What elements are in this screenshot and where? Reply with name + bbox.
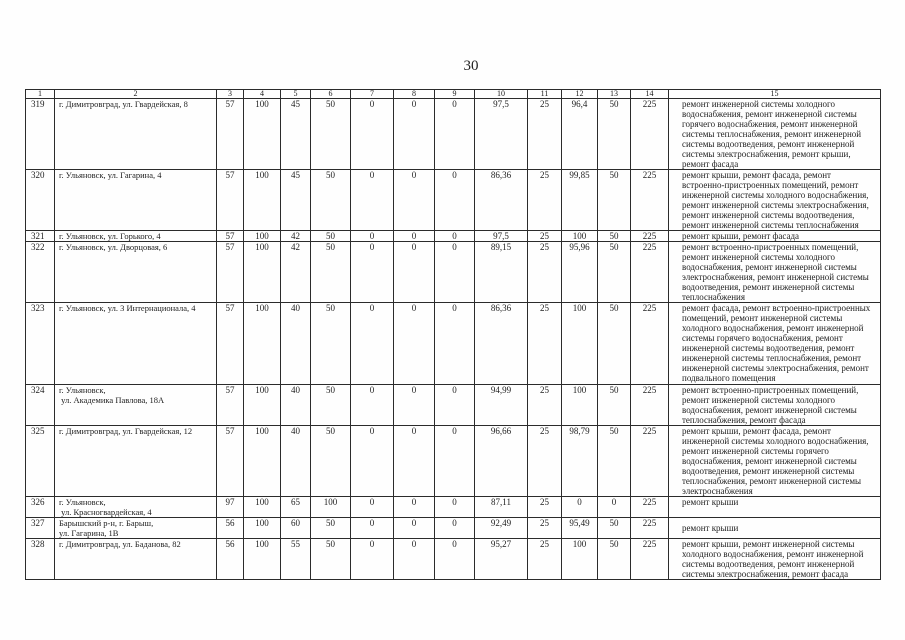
value-cell: 100 <box>311 497 351 518</box>
table-row <box>26 231 881 242</box>
value-cell: 57 <box>217 170 244 231</box>
value-cell: 0 <box>351 303 394 385</box>
header-cell: 6 <box>311 90 351 99</box>
value-cell: 25 <box>528 497 562 518</box>
address-cell: г. Ульяновск, ул. Академика Павлова, 18А <box>55 385 217 426</box>
value-cell: 50 <box>598 426 631 497</box>
value-cell: 100 <box>244 242 281 303</box>
value-cell: 40 <box>281 385 311 426</box>
table-row <box>26 99 881 170</box>
header-cell: 15 <box>669 90 881 99</box>
value-cell: 86,36 <box>475 303 528 385</box>
row-number-cell: 327 <box>26 518 55 539</box>
value-cell: 0 <box>394 99 435 170</box>
value-cell: 225 <box>631 231 669 242</box>
value-cell: 0 <box>435 497 475 518</box>
value-cell: 100 <box>244 497 281 518</box>
row-number-cell: 322 <box>26 242 55 303</box>
row-number-cell: 323 <box>26 303 55 385</box>
value-cell: 57 <box>217 303 244 385</box>
value-cell: 0 <box>394 231 435 242</box>
value-cell: 50 <box>598 385 631 426</box>
value-cell: 60 <box>281 518 311 539</box>
value-cell: 100 <box>562 303 598 385</box>
work-types-cell: ремонт фасада, ремонт встроенно-пристроенных помещений, ремонт инженерной системы холодного водоснабжения, ремонт инженерной системы горячего водоснабжения, ремонт инженерной системы водоотведения, ремонт инженерной системы теплоснабжения, ремонт инженерной системы электроснабжения, ремонт подвального помещения <box>669 303 881 385</box>
value-cell: 0 <box>435 170 475 231</box>
value-cell: 25 <box>528 242 562 303</box>
address-cell: г. Ульяновск, ул. 3 Интернационала, 4 <box>55 303 217 385</box>
address-cell: г. Димитровград, ул. Баданова, 82 <box>55 539 217 580</box>
value-cell: 50 <box>311 426 351 497</box>
value-cell: 0 <box>351 385 394 426</box>
work-types-cell: ремонт встроенно-пристроенных помещений, ремонт инженерной системы холодного водоснабжения, ремонт инженерной системы электроснабжения, ремонт инженерной системы водоотведения, ремонт инженерной системы теплоснабжения <box>669 242 881 303</box>
address-cell: Барышский р-н, г. Барыш, ул. Гагарина, 1В <box>55 518 217 539</box>
value-cell: 56 <box>217 518 244 539</box>
value-cell: 100 <box>244 385 281 426</box>
header-cell: 12 <box>562 90 598 99</box>
value-cell: 95,27 <box>475 539 528 580</box>
value-cell: 50 <box>311 385 351 426</box>
value-cell: 50 <box>598 231 631 242</box>
table-row <box>26 170 881 231</box>
row-number-cell: 321 <box>26 231 55 242</box>
address-cell: г. Димитровград, ул. Гвардейская, 8 <box>55 99 217 170</box>
address-cell: г. Димитровград, ул. Гвардейская, 12 <box>55 426 217 497</box>
value-cell: 25 <box>528 303 562 385</box>
value-cell: 25 <box>528 231 562 242</box>
work-types-cell: ремонт инженерной системы холодного водоснабжения, ремонт инженерной системы горячего водоснабжения, ремонт инженерной системы теплоснабжения, ремонт инженерной системы водоотведения, ремонт инженерной системы электроснабжения, ремонт крыши, ремонт фасада <box>669 99 881 170</box>
value-cell: 50 <box>598 303 631 385</box>
value-cell: 87,11 <box>475 497 528 518</box>
value-cell: 50 <box>598 518 631 539</box>
value-cell: 0 <box>435 518 475 539</box>
value-cell: 25 <box>528 539 562 580</box>
header-cell: 2 <box>55 90 217 99</box>
address-cell: г. Ульяновск, ул. Дворцовая, 6 <box>55 242 217 303</box>
value-cell: 25 <box>528 426 562 497</box>
header-cell: 10 <box>475 90 528 99</box>
header-cell: 9 <box>435 90 475 99</box>
value-cell: 100 <box>244 170 281 231</box>
value-cell: 0 <box>351 99 394 170</box>
header-cell: 11 <box>528 90 562 99</box>
value-cell: 97 <box>217 497 244 518</box>
value-cell: 98,79 <box>562 426 598 497</box>
value-cell: 225 <box>631 497 669 518</box>
value-cell: 225 <box>631 539 669 580</box>
header-cell: 14 <box>631 90 669 99</box>
value-cell: 25 <box>528 518 562 539</box>
value-cell: 40 <box>281 426 311 497</box>
value-cell: 50 <box>311 170 351 231</box>
header-row <box>26 90 881 99</box>
value-cell: 100 <box>562 539 598 580</box>
value-cell: 0 <box>351 497 394 518</box>
value-cell: 57 <box>217 242 244 303</box>
value-cell: 42 <box>281 242 311 303</box>
value-cell: 0 <box>394 170 435 231</box>
address-cell: г. Ульяновск, ул. Гагарина, 4 <box>55 170 217 231</box>
address-cell: г. Ульяновск, ул. Горького, 4 <box>55 231 217 242</box>
value-cell: 50 <box>311 518 351 539</box>
value-cell: 0 <box>351 426 394 497</box>
row-number-cell: 326 <box>26 497 55 518</box>
value-cell: 97,5 <box>475 99 528 170</box>
row-number-cell: 325 <box>26 426 55 497</box>
value-cell: 0 <box>351 231 394 242</box>
value-cell: 50 <box>598 170 631 231</box>
value-cell: 50 <box>598 242 631 303</box>
value-cell: 100 <box>244 303 281 385</box>
value-cell: 0 <box>351 242 394 303</box>
value-cell: 45 <box>281 99 311 170</box>
header-cell: 7 <box>351 90 394 99</box>
address-cell: г. Ульяновск, ул. Красногвардейская, 4 <box>55 497 217 518</box>
value-cell: 89,15 <box>475 242 528 303</box>
value-cell: 0 <box>394 539 435 580</box>
value-cell: 25 <box>528 170 562 231</box>
table-row <box>26 303 881 385</box>
row-number-cell: 324 <box>26 385 55 426</box>
value-cell: 0 <box>394 497 435 518</box>
value-cell: 56 <box>217 539 244 580</box>
value-cell: 96,4 <box>562 99 598 170</box>
table-row <box>26 497 881 518</box>
value-cell: 0 <box>435 426 475 497</box>
work-types-cell: ремонт крыши, ремонт фасада, ремонт встроенно-пристроенных помещений, ремонт инженерной системы холодного водоснабжения, ремонт инженерной системы электроснабжения, ремонт инженерной системы водоотведения, ремонт инженерной системы теплоснабжения <box>669 170 881 231</box>
value-cell: 55 <box>281 539 311 580</box>
table-row <box>26 385 881 426</box>
value-cell: 57 <box>217 385 244 426</box>
work-types-cell: ремонт крыши, ремонт фасада, ремонт инженерной системы холодного водоснабжения, ремонт инженерной системы горячего водоснабжения, ремонт инженерной системы водоотведения, ремонт инженерной системы теплоснабжения, ремонт инженерной системы электроснабжения <box>669 426 881 497</box>
table-row <box>26 426 881 497</box>
value-cell: 96,66 <box>475 426 528 497</box>
work-types-cell: ремонт встроенно-пристроенных помещений, ремонт инженерной системы холодного водоснабжения, ремонт инженерной системы теплоснабжения, ремонт фасада <box>669 385 881 426</box>
value-cell: 225 <box>631 242 669 303</box>
value-cell: 25 <box>528 385 562 426</box>
header-cell: 3 <box>217 90 244 99</box>
value-cell: 50 <box>311 539 351 580</box>
value-cell: 0 <box>435 242 475 303</box>
page-number: 30 <box>463 58 479 74</box>
value-cell: 225 <box>631 99 669 170</box>
work-types-cell: ремонт крыши, ремонт фасада <box>669 231 881 242</box>
table-row <box>26 242 881 303</box>
value-cell: 99,85 <box>562 170 598 231</box>
value-cell: 94,99 <box>475 385 528 426</box>
value-cell: 0 <box>598 497 631 518</box>
value-cell: 65 <box>281 497 311 518</box>
value-cell: 50 <box>311 231 351 242</box>
value-cell: 0 <box>394 518 435 539</box>
value-cell: 40 <box>281 303 311 385</box>
row-number-cell: 328 <box>26 539 55 580</box>
value-cell: 100 <box>244 518 281 539</box>
value-cell: 50 <box>598 99 631 170</box>
value-cell: 225 <box>631 518 669 539</box>
value-cell: 57 <box>217 231 244 242</box>
row-number-cell: 320 <box>26 170 55 231</box>
value-cell: 25 <box>528 99 562 170</box>
value-cell: 42 <box>281 231 311 242</box>
value-cell: 0 <box>435 539 475 580</box>
value-cell: 0 <box>435 99 475 170</box>
value-cell: 0 <box>394 426 435 497</box>
value-cell: 57 <box>217 426 244 497</box>
header-cell: 4 <box>244 90 281 99</box>
value-cell: 57 <box>217 99 244 170</box>
value-cell: 0 <box>435 385 475 426</box>
value-cell: 225 <box>631 385 669 426</box>
value-cell: 0 <box>562 497 598 518</box>
work-types-cell: ремонт крыши, ремонт инженерной системы холодного водоснабжения, ремонт инженерной системы водоотведения, ремонт инженерной системы электроснабжения, ремонт фасада <box>669 539 881 580</box>
value-cell: 100 <box>244 539 281 580</box>
header-cell: 1 <box>26 90 55 99</box>
value-cell: 0 <box>351 170 394 231</box>
value-cell: 225 <box>631 170 669 231</box>
value-cell: 0 <box>435 303 475 385</box>
value-cell: 0 <box>394 303 435 385</box>
value-cell: 92,49 <box>475 518 528 539</box>
value-cell: 225 <box>631 303 669 385</box>
work-types-cell: ремонт крыши <box>669 497 881 518</box>
value-cell: 100 <box>562 231 598 242</box>
value-cell: 225 <box>631 426 669 497</box>
row-number-cell: 319 <box>26 99 55 170</box>
value-cell: 0 <box>394 385 435 426</box>
header-cell: 5 <box>281 90 311 99</box>
value-cell: 97,5 <box>475 231 528 242</box>
header-cell: 13 <box>598 90 631 99</box>
table-row <box>26 518 881 539</box>
value-cell: 100 <box>562 385 598 426</box>
value-cell: 100 <box>244 231 281 242</box>
value-cell: 50 <box>598 539 631 580</box>
value-cell: 0 <box>351 539 394 580</box>
value-cell: 50 <box>311 303 351 385</box>
value-cell: 45 <box>281 170 311 231</box>
value-cell: 86,36 <box>475 170 528 231</box>
table-row <box>26 539 881 580</box>
value-cell: 0 <box>435 231 475 242</box>
value-cell: 50 <box>311 99 351 170</box>
value-cell: 0 <box>351 518 394 539</box>
value-cell: 95,96 <box>562 242 598 303</box>
value-cell: 95,49 <box>562 518 598 539</box>
header-cell: 8 <box>394 90 435 99</box>
works-table <box>25 89 881 580</box>
work-types-cell: ремонт крыши <box>669 518 881 539</box>
value-cell: 0 <box>394 242 435 303</box>
value-cell: 100 <box>244 426 281 497</box>
value-cell: 50 <box>311 242 351 303</box>
value-cell: 100 <box>244 99 281 170</box>
